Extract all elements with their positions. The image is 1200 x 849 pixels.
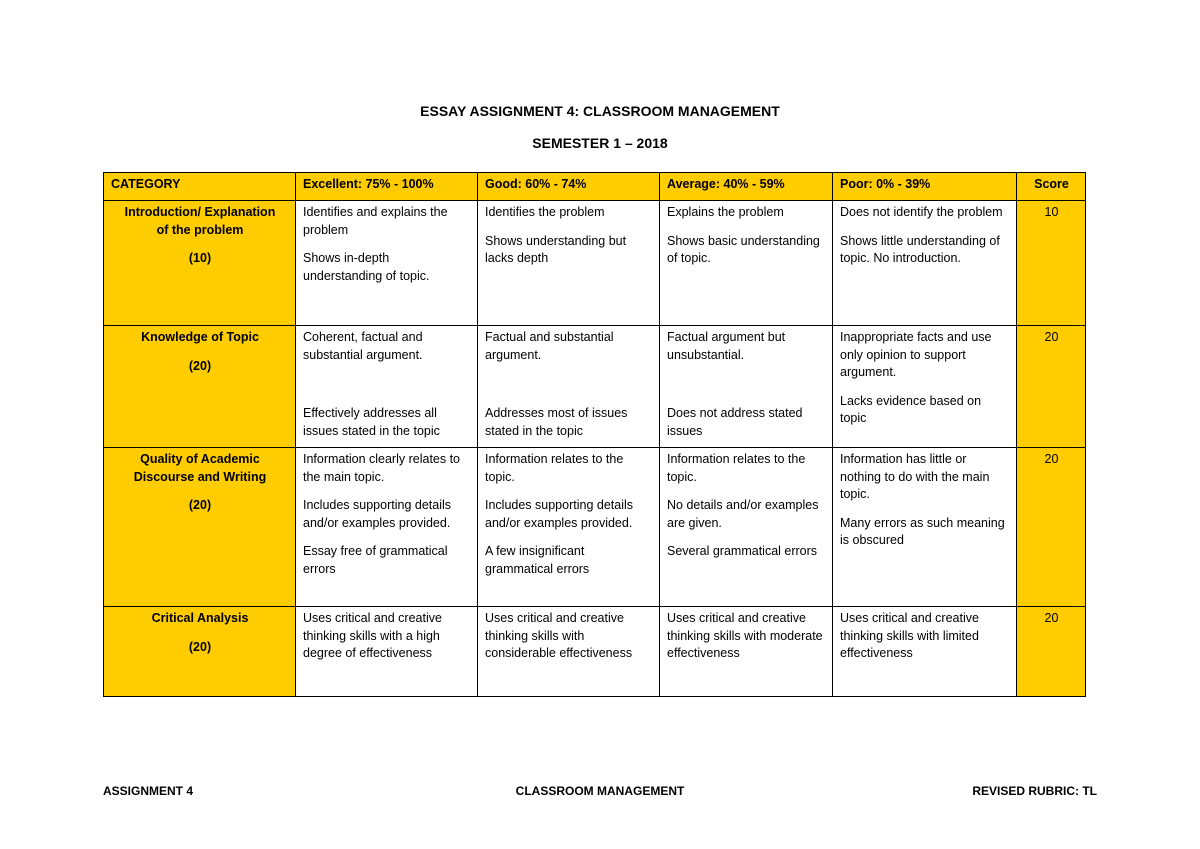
criterion-text: Lacks evidence based on topic xyxy=(840,393,982,425)
table-row xyxy=(104,607,1086,697)
category-cell xyxy=(104,201,296,326)
criterion-text: Effectively addresses all issues stated in the topic xyxy=(303,406,440,438)
good-cell xyxy=(478,201,660,326)
score-cell: 20 xyxy=(1017,448,1086,607)
good-cell xyxy=(478,326,660,448)
excellent-cell xyxy=(296,448,478,607)
poor-cell xyxy=(833,326,1017,448)
good-cell xyxy=(478,607,660,697)
header-poor: Poor: 0% - 39% xyxy=(833,173,1017,201)
header-excellent: Excellent: 75% - 100% xyxy=(296,173,478,201)
criterion-text: Uses critical and creative thinking skills with moderate effectiveness xyxy=(667,611,823,660)
criterion-text: Shows in-depth understanding of topic. xyxy=(303,251,430,283)
category-cell xyxy=(104,607,296,697)
criterion-text: Includes supporting details and/or examples provided. xyxy=(485,498,634,530)
criterion-text: Information has little or nothing to do with the main topic. xyxy=(840,452,990,501)
poor-cell xyxy=(833,201,1017,326)
category-label: Knowledge of Topic xyxy=(141,330,259,344)
criterion-text: Identifies the problem xyxy=(485,205,605,219)
average-cell xyxy=(660,201,833,326)
criterion-text: Information clearly relates to the main topic. xyxy=(303,452,461,484)
category-label: Quality of Academic xyxy=(140,452,260,466)
criterion-text: Uses critical and creative thinking skills with limited effectiveness xyxy=(840,611,979,660)
criterion-text: Several grammatical errors xyxy=(667,544,818,558)
category-points: (20) xyxy=(188,498,212,512)
header-good: Good: 60% - 74% xyxy=(478,173,660,201)
criterion-text: Does not address stated issues xyxy=(667,406,803,438)
criterion-text: Shows understanding but lacks depth xyxy=(485,233,627,265)
excellent-cell xyxy=(296,201,478,326)
criterion-text: Factual argument but unsubstantial. xyxy=(667,330,786,362)
score-cell: 20 xyxy=(1017,607,1086,697)
score-cell: 20 xyxy=(1017,326,1086,448)
criterion-text: Uses critical and creative thinking skills with considerable effectiveness xyxy=(485,611,633,660)
table-row xyxy=(104,448,1086,607)
document-subtitle: SEMESTER 1 – 2018 xyxy=(532,135,668,151)
criterion-text: Essay free of grammatical errors xyxy=(303,544,448,576)
header-category: CATEGORY xyxy=(104,173,296,201)
category-label: Discourse and Writing xyxy=(133,469,267,484)
criterion-text: Addresses most of issues stated in the topic xyxy=(485,406,628,438)
criterion-text: Shows little understanding of topic. No introduction. xyxy=(840,233,1000,265)
criterion-text: Many errors as such meaning is obscured xyxy=(840,515,1005,547)
category-cell xyxy=(104,448,296,607)
poor-cell xyxy=(833,448,1017,607)
footer-left: ASSIGNMENT 4 xyxy=(103,784,194,798)
poor-cell xyxy=(833,607,1017,697)
table-row xyxy=(104,201,1086,326)
good-cell xyxy=(478,448,660,607)
criterion-text: Factual and substantial argument. xyxy=(485,330,614,362)
footer-right: REVISED RUBRIC: TL xyxy=(972,784,1097,798)
average-cell xyxy=(660,607,833,697)
excellent-cell xyxy=(296,326,478,448)
header-average: Average: 40% - 59% xyxy=(660,173,833,201)
average-cell xyxy=(660,448,833,607)
criterion-text: A few insignificant grammatical errors xyxy=(485,544,590,576)
criterion-text: Information relates to the topic. xyxy=(667,452,806,484)
criterion-text: Inappropriate facts and use only opinion to support argument. xyxy=(840,330,992,379)
criterion-text: Coherent, factual and substantial argument. xyxy=(303,330,423,362)
table-row xyxy=(104,326,1086,448)
criterion-text: Shows basic understanding of topic. xyxy=(667,233,820,265)
footer-center: CLASSROOM MANAGEMENT xyxy=(515,784,685,798)
category-label: of the problem xyxy=(156,222,244,237)
criterion-text: Does not identify the problem xyxy=(840,205,1003,219)
category-points: (20) xyxy=(188,639,212,654)
category-points: (10) xyxy=(188,251,212,265)
table-header-row xyxy=(104,173,1086,201)
criterion-text: Information relates to the topic. xyxy=(485,452,624,484)
criterion-text: Includes supporting details and/or examples provided. xyxy=(303,498,452,530)
excellent-cell xyxy=(296,607,478,697)
average-cell xyxy=(660,326,833,448)
score-cell: 10 xyxy=(1017,201,1086,326)
category-points: (20) xyxy=(188,358,212,373)
category-label: Introduction/ Explanation xyxy=(124,205,276,219)
criterion-text: Identifies and explains the problem xyxy=(303,205,448,237)
document-title: ESSAY ASSIGNMENT 4: CLASSROOM MANAGEMENT xyxy=(420,103,780,119)
criterion-text: Uses critical and creative thinking skills with a high degree of effectiveness xyxy=(303,611,442,660)
category-cell xyxy=(104,326,296,448)
category-label: Critical Analysis xyxy=(151,611,249,625)
criterion-text: Explains the problem xyxy=(667,205,784,219)
rubric-table xyxy=(103,172,1086,697)
criterion-text: No details and/or examples are given. xyxy=(667,498,819,530)
header-score: Score xyxy=(1017,173,1086,201)
